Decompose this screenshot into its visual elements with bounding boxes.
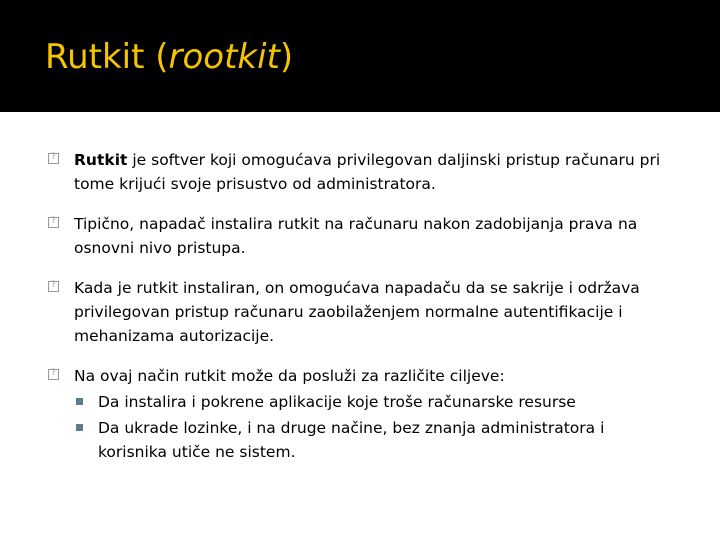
title-main: Rutkit ( (45, 37, 169, 77)
square-bullet-icon (76, 424, 83, 431)
bullet-item (48, 364, 678, 464)
bullet-item (48, 212, 678, 260)
slide-content (48, 148, 678, 480)
sub-bullet-item (74, 390, 678, 414)
square-bullet-icon (76, 398, 83, 405)
bullet-text: Na ovaj način rutkit može da posluži za različite ciljeve: (74, 367, 505, 386)
bullet-item (48, 148, 678, 196)
title-italic: rootkit (168, 37, 280, 77)
bullet-marker-icon (48, 281, 59, 292)
sub-bullet-text: Da ukrade lozinke, i na druge načine, bez znanja administratora i korisnika utiče ne sistem. (98, 419, 605, 462)
bullet-item (48, 276, 678, 348)
bullet-marker-icon (48, 153, 59, 164)
sub-bullet-item (74, 416, 678, 464)
bullet-text: Tipično, napadač instalira rutkit na računaru nakon zadobijanja prava na osnovni nivo pristupa. (74, 215, 638, 258)
bullet-text: je softver koji omogućava privilegovan daljinski pristup računaru pri tome krijući svoje prisustvo od administratora. (74, 151, 661, 194)
bullet-text: Kada je rutkit instaliran, on omogućava napadaču da se sakrije i održava privilegovan pristup računaru zaobilaženjem normalne autentifikacije i mehanizama autorizacije. (74, 279, 640, 346)
bullet-marker-icon (48, 217, 59, 228)
sub-bullet-list (74, 390, 678, 464)
bullet-marker-icon (48, 369, 59, 380)
bullet-lead: Rutkit (74, 151, 128, 169)
sub-bullet-text: Da instalira i pokrene aplikacije koje troše računarske resurse (98, 393, 576, 412)
title-close: ) (279, 37, 294, 77)
slide-title (45, 39, 293, 76)
